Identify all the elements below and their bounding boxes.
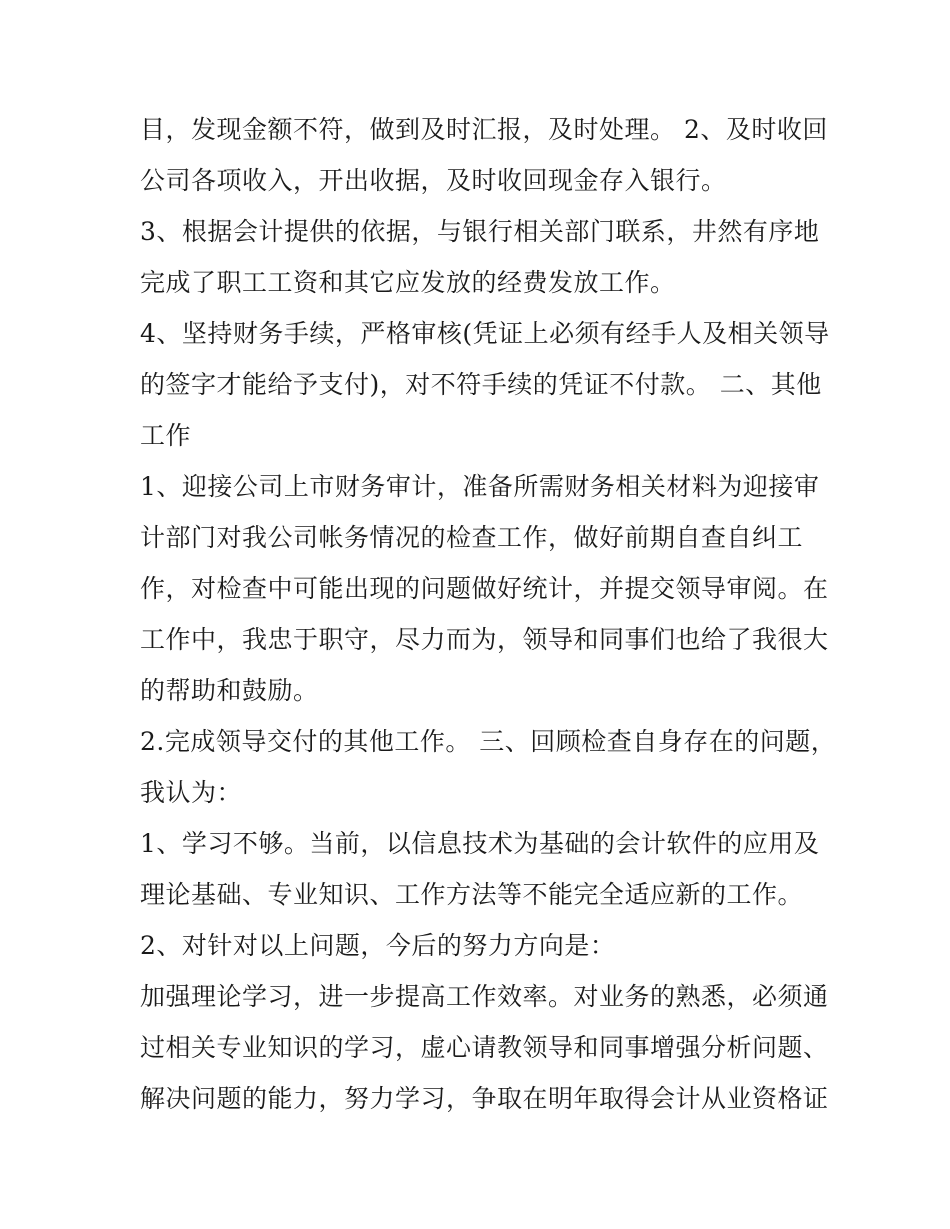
text-line: 过相关专业知识的学习，虚心请教领导和同事增强分析问题、: [140, 1033, 829, 1062]
text-line: 工作中，我忠于职守，尽力而为，领导和同事们也给了我很大: [140, 625, 829, 654]
text-line: 2.完成领导交付的其他工作。 三、回顾检查自身存在的问题，: [140, 727, 837, 756]
text-line: 的帮助和鼓励。: [140, 676, 319, 705]
text-line: 4、坚持财务手续，严格审核(凭证上必须有经手人及相关领导: [140, 319, 830, 348]
text-line: 目，发现金额不符，做到及时汇报，及时处理。 2、及时收回: [140, 115, 828, 144]
text-line: 1、学习不够。当前，以信息技术为基础的会计软件的应用及: [140, 829, 820, 858]
text-line: 2、对针对以上问题，今后的努力方向是：: [140, 931, 616, 960]
text-line: 1、迎接公司上市财务审计，准备所需财务相关材料为迎接审: [140, 472, 820, 501]
text-line: 计部门对我公司帐务情况的检查工作，做好前期自查自纠工: [140, 523, 804, 552]
text-line: 理论基础、专业知识、工作方法等不能完全适应新的工作。: [140, 880, 804, 909]
document-body: [140, 104, 837, 1124]
text-line: 作，对检查中可能出现的问题做好统计，并提交领导审阅。在: [140, 574, 829, 603]
text-line: 的签字才能给予支付)，对不符手续的凭证不付款。 二、其他: [140, 370, 822, 399]
text-line: 完成了职工工资和其它应发放的经费发放工作。: [140, 268, 676, 297]
text-line: 公司各项收入，开出收据，及时收回现金存入银行。: [140, 166, 727, 195]
text-line: 工作: [140, 421, 192, 450]
text-line: 我认为：: [140, 778, 243, 807]
text-line: 解决问题的能力，努力学习，争取在明年取得会计从业资格证: [140, 1084, 829, 1113]
text-line: 加强理论学习，进一步提高工作效率。对业务的熟悉，必须通: [140, 982, 829, 1011]
text-line: 3、根据会计提供的依据，与银行相关部门联系，井然有序地: [140, 217, 820, 246]
